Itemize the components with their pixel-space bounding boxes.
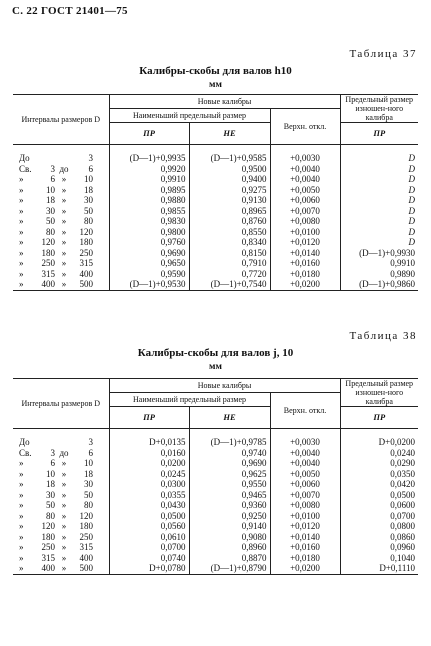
- pr-cell: 0,0300: [109, 479, 189, 490]
- interval-part-c: »: [61, 237, 67, 247]
- pr-cell: 0,9880: [109, 195, 189, 206]
- worn-limit-cell: 0,0290: [340, 458, 418, 469]
- pr-cell: 0,9760: [109, 237, 189, 248]
- upper-deviation-cell: +0,0030: [270, 153, 340, 164]
- table-row: [13, 227, 418, 238]
- interval-part-c: »: [61, 279, 67, 289]
- ne-cell: 0,9500: [189, 164, 270, 175]
- interval-part-b: 3: [50, 447, 55, 458]
- ne-cell: 0,9275: [189, 185, 270, 196]
- interval-part-d: 120: [79, 226, 93, 237]
- pr-cell: 0,9920: [109, 164, 189, 175]
- interval-part-c: »: [61, 184, 67, 195]
- interval-part-c: »: [61, 258, 67, 268]
- interval-part-d: 6: [88, 163, 93, 174]
- pr-cell: 0,0700: [109, 542, 189, 553]
- table-38-unit: мм: [209, 362, 222, 372]
- header-interval: Интервалы размеров D: [13, 95, 109, 145]
- upper-deviation-cell: +0,0180: [270, 553, 340, 564]
- worn-limit-cell: 0,1040: [340, 553, 418, 564]
- interval-part-b: 250: [41, 542, 55, 552]
- ne-cell: 0,8960: [189, 542, 270, 553]
- header-smallest-size: Наименьший предельный размер: [109, 393, 270, 407]
- ne-cell: 0,9400: [189, 174, 270, 185]
- interval-part-b: 315: [41, 268, 55, 279]
- interval-part-d: 80: [84, 216, 93, 226]
- ne-cell: (D—1)+0,9585: [189, 153, 270, 164]
- interval-cell: [13, 258, 109, 269]
- interval-part-c: »: [61, 468, 67, 479]
- interval-part-b: 250: [41, 258, 55, 268]
- interval-part-d: 400: [79, 268, 93, 279]
- interval-part-a: »: [19, 279, 24, 289]
- worn-limit-cell: 0,9890: [340, 269, 418, 280]
- interval-part-c: »: [61, 521, 67, 531]
- worn-limit-cell: 0,0240: [340, 448, 418, 459]
- interval-part-a: До: [19, 437, 30, 447]
- interval-part-b: 180: [41, 247, 55, 258]
- worn-limit-cell: 0,0860: [340, 532, 418, 543]
- table-row: [13, 258, 418, 269]
- upper-deviation-cell: +0,0200: [270, 279, 340, 290]
- gauge-table-38: [13, 378, 418, 575]
- interval-cell: [13, 458, 109, 469]
- pr-cell: 0,9910: [109, 174, 189, 185]
- pr-cell: 0,9650: [109, 258, 189, 269]
- interval-part-a: »: [19, 468, 24, 479]
- upper-deviation-cell: +0,0120: [270, 521, 340, 532]
- ne-cell: 0,8760: [189, 216, 270, 227]
- interval-cell: [13, 237, 109, 248]
- interval-part-b: 80: [46, 226, 55, 237]
- interval-part-b: 30: [46, 205, 55, 216]
- header-new-gauges: Новые калибры: [109, 379, 340, 393]
- interval-part-c: »: [61, 216, 67, 226]
- interval-cell: [13, 269, 109, 280]
- ne-cell: 0,7720: [189, 269, 270, 280]
- pr-cell: 0,0200: [109, 458, 189, 469]
- table-row: [13, 237, 418, 248]
- worn-limit-cell: 0,0960: [340, 542, 418, 553]
- worn-limit-cell: D: [340, 164, 418, 175]
- gauge-table-37: [13, 94, 418, 291]
- header-worn-limit: Предельный размер изношен-ного калибра: [340, 95, 418, 123]
- worn-limit-cell: 0,0350: [340, 469, 418, 480]
- table-row: [13, 153, 418, 164]
- interval-cell: [13, 185, 109, 196]
- header-smallest-size: Наименьший предельный размер: [109, 109, 270, 123]
- interval-cell: [13, 448, 109, 459]
- interval-cell: [13, 227, 109, 238]
- table-38-label: Таблица 38: [349, 330, 417, 342]
- interval-part-b: 180: [41, 531, 55, 542]
- interval-part-c: »: [61, 510, 67, 521]
- interval-part-c: »: [61, 479, 67, 489]
- interval-part-a: До: [19, 153, 30, 163]
- interval-part-d: 80: [84, 500, 93, 510]
- interval-part-c: »: [61, 195, 67, 205]
- pr-cell: 0,0560: [109, 521, 189, 532]
- ne-cell: 0,9550: [189, 479, 270, 490]
- upper-deviation-cell: +0,0070: [270, 206, 340, 217]
- interval-part-b: 400: [41, 279, 55, 289]
- interval-part-c: »: [61, 489, 67, 500]
- header-pr: ПР: [109, 123, 189, 145]
- table-row: [13, 216, 418, 227]
- worn-limit-cell: 0,9910: [340, 258, 418, 269]
- table-37-title: Калибры-скобы для валов h10: [139, 65, 292, 77]
- interval-cell: [13, 195, 109, 206]
- interval-part-b: 50: [46, 216, 55, 226]
- upper-deviation-cell: +0,0160: [270, 258, 340, 269]
- interval-part-d: 250: [79, 531, 93, 542]
- upper-deviation-cell: +0,0080: [270, 500, 340, 511]
- worn-limit-cell: D+0,0200: [340, 437, 418, 448]
- ne-cell: 0,8550: [189, 227, 270, 238]
- pr-cell: 0,0740: [109, 553, 189, 564]
- interval-part-a: »: [19, 226, 24, 237]
- interval-cell: [13, 490, 109, 501]
- interval-part-b: 400: [41, 563, 55, 573]
- ne-cell: 0,8340: [189, 237, 270, 248]
- ne-cell: 0,8965: [189, 206, 270, 217]
- interval-cell: [13, 479, 109, 490]
- interval-part-a: »: [19, 479, 24, 489]
- worn-limit-cell: D: [340, 237, 418, 248]
- interval-part-c: »: [61, 563, 67, 573]
- interval-part-a: »: [19, 563, 24, 573]
- interval-part-a: »: [19, 542, 24, 552]
- table-row: [13, 437, 418, 448]
- interval-part-a: »: [19, 184, 24, 195]
- upper-deviation-cell: +0,0120: [270, 237, 340, 248]
- interval-part-a: »: [19, 510, 24, 521]
- pr-cell: 0,9855: [109, 206, 189, 217]
- table-row: [13, 248, 418, 259]
- interval-part-a: »: [19, 268, 24, 279]
- interval-part-a: Св.: [19, 163, 32, 174]
- interval-part-b: 120: [41, 521, 55, 531]
- table-row: [13, 542, 418, 553]
- pr-cell: 0,0355: [109, 490, 189, 501]
- upper-deviation-cell: +0,0140: [270, 532, 340, 543]
- ne-cell: (D—1)+0,7540: [189, 279, 270, 290]
- table-row: [13, 553, 418, 564]
- ne-cell: 0,8870: [189, 553, 270, 564]
- worn-limit-cell: D+0,1110: [340, 563, 418, 574]
- interval-cell: [13, 521, 109, 532]
- pr-cell: 0,9830: [109, 216, 189, 227]
- table-row: [13, 206, 418, 217]
- table-37-unit: мм: [209, 80, 222, 90]
- interval-part-b: 30: [46, 489, 55, 500]
- pr-cell: 0,9690: [109, 248, 189, 259]
- interval-part-c: »: [61, 247, 67, 258]
- interval-part-c: до: [59, 447, 69, 458]
- interval-part-b: 18: [46, 479, 55, 489]
- interval-part-a: »: [19, 195, 24, 205]
- ne-cell: 0,7910: [189, 258, 270, 269]
- pr-cell: (D—1)+0,9935: [109, 153, 189, 164]
- upper-deviation-cell: +0,0160: [270, 542, 340, 553]
- interval-part-d: 3: [88, 437, 93, 447]
- interval-part-b: 10: [46, 468, 55, 479]
- upper-deviation-cell: +0,0180: [270, 269, 340, 280]
- worn-limit-cell: 0,0700: [340, 511, 418, 522]
- interval-cell: [13, 511, 109, 522]
- table-row: [13, 479, 418, 490]
- interval-part-b: 10: [46, 184, 55, 195]
- ne-cell: 0,9080: [189, 532, 270, 543]
- interval-part-c: до: [59, 163, 69, 174]
- ne-cell: 0,9740: [189, 448, 270, 459]
- interval-part-c: »: [61, 226, 67, 237]
- interval-part-a: Св.: [19, 447, 32, 458]
- table-37-label: Таблица 37: [349, 48, 417, 60]
- table-row: [13, 500, 418, 511]
- ne-cell: 0,9465: [189, 490, 270, 501]
- interval-part-d: 315: [79, 258, 93, 268]
- table-row: [13, 174, 418, 185]
- interval-part-d: 18: [84, 468, 93, 479]
- interval-part-d: 315: [79, 542, 93, 552]
- interval-part-b: 315: [41, 552, 55, 563]
- interval-part-a: »: [19, 237, 24, 247]
- interval-part-d: 10: [84, 458, 93, 468]
- interval-part-b: 50: [46, 500, 55, 510]
- pr-cell: 0,9895: [109, 185, 189, 196]
- ne-cell: 0,9360: [189, 500, 270, 511]
- worn-limit-cell: 0,0420: [340, 479, 418, 490]
- interval-part-c: »: [61, 552, 67, 563]
- table-38-title: Калибры-скобы для валов j, 10: [137, 347, 294, 359]
- upper-deviation-cell: +0,0200: [270, 563, 340, 574]
- ne-cell: 0,9690: [189, 458, 270, 469]
- interval-part-d: 180: [79, 521, 93, 531]
- table-row: [13, 269, 418, 280]
- interval-part-d: 120: [79, 510, 93, 521]
- interval-part-a: »: [19, 174, 24, 184]
- table-row: [13, 521, 418, 532]
- interval-part-a: »: [19, 500, 24, 510]
- interval-part-d: 30: [84, 479, 93, 489]
- table-row: [13, 532, 418, 543]
- worn-limit-cell: D: [340, 174, 418, 185]
- interval-part-d: 500: [79, 279, 93, 289]
- ne-cell: 0,9625: [189, 469, 270, 480]
- interval-cell: [13, 248, 109, 259]
- interval-part-a: »: [19, 247, 24, 258]
- header-worn-limit: Предельный размер изношен-ного калибра: [340, 379, 418, 407]
- interval-part-d: 3: [88, 153, 93, 163]
- upper-deviation-cell: +0,0100: [270, 511, 340, 522]
- header-ne: НЕ: [189, 123, 270, 145]
- interval-cell: [13, 164, 109, 175]
- pr-cell: (D—1)+0,9530: [109, 279, 189, 290]
- ne-cell: (D—1)+0,9785: [189, 437, 270, 448]
- interval-part-a: »: [19, 216, 24, 226]
- header-ne: НЕ: [189, 407, 270, 429]
- header-worn-pr: ПР: [340, 123, 418, 145]
- upper-deviation-cell: +0,0050: [270, 469, 340, 480]
- interval-part-d: 18: [84, 184, 93, 195]
- interval-cell: [13, 153, 109, 164]
- interval-cell: [13, 553, 109, 564]
- interval-part-c: »: [61, 268, 67, 279]
- interval-part-d: 50: [84, 489, 93, 500]
- interval-cell: [13, 174, 109, 185]
- upper-deviation-cell: +0,0040: [270, 448, 340, 459]
- interval-cell: [13, 437, 109, 448]
- worn-limit-cell: (D—1)+0,9930: [340, 248, 418, 259]
- interval-cell: [13, 532, 109, 543]
- interval-part-c: »: [61, 458, 67, 468]
- pr-cell: 0,9800: [109, 227, 189, 238]
- pr-cell: D+0,0780: [109, 563, 189, 574]
- table-row: [13, 511, 418, 522]
- header-new-gauges: Новые калибры: [109, 95, 340, 109]
- interval-part-d: 500: [79, 563, 93, 573]
- pr-cell: D+0,0135: [109, 437, 189, 448]
- pr-cell: 0,9590: [109, 269, 189, 280]
- table-row: [13, 448, 418, 459]
- header-upper-deviation: Верхн. откл.: [270, 393, 340, 429]
- interval-part-c: »: [61, 174, 67, 184]
- interval-part-c: »: [61, 531, 67, 542]
- worn-limit-cell: 0,0500: [340, 490, 418, 501]
- worn-limit-cell: D: [340, 206, 418, 217]
- header-worn-pr: ПР: [340, 407, 418, 429]
- interval-cell: [13, 216, 109, 227]
- table-row: [13, 164, 418, 175]
- worn-limit-cell: (D—1)+0,9860: [340, 279, 418, 290]
- interval-part-d: 50: [84, 205, 93, 216]
- upper-deviation-cell: +0,0050: [270, 185, 340, 196]
- pr-cell: 0,0500: [109, 511, 189, 522]
- upper-deviation-cell: +0,0060: [270, 479, 340, 490]
- interval-part-a: »: [19, 258, 24, 268]
- interval-part-c: »: [61, 500, 67, 510]
- upper-deviation-cell: +0,0040: [270, 458, 340, 469]
- interval-part-a: »: [19, 531, 24, 542]
- ne-cell: 0,8150: [189, 248, 270, 259]
- interval-part-c: »: [61, 542, 67, 552]
- header-interval: Интервалы размеров D: [13, 379, 109, 429]
- interval-cell: [13, 563, 109, 574]
- table-row: [13, 490, 418, 501]
- table-row: [13, 563, 418, 574]
- page-header: С. 22 ГОСТ 21401—75: [12, 5, 128, 17]
- table-row: [13, 469, 418, 480]
- ne-cell: 0,9130: [189, 195, 270, 206]
- interval-part-d: 180: [79, 237, 93, 247]
- worn-limit-cell: D: [340, 227, 418, 238]
- table-row: [13, 279, 418, 290]
- table-row: [13, 185, 418, 196]
- interval-part-d: 6: [88, 447, 93, 458]
- worn-limit-cell: D: [340, 153, 418, 164]
- interval-part-d: 400: [79, 552, 93, 563]
- interval-part-c: »: [61, 205, 67, 216]
- interval-part-b: 80: [46, 510, 55, 521]
- ne-cell: (D—1)+0,8790: [189, 563, 270, 574]
- header-upper-deviation: Верхн. откл.: [270, 109, 340, 145]
- pr-cell: 0,0245: [109, 469, 189, 480]
- interval-cell: [13, 469, 109, 480]
- interval-cell: [13, 542, 109, 553]
- interval-part-d: 30: [84, 195, 93, 205]
- upper-deviation-cell: +0,0060: [270, 195, 340, 206]
- upper-deviation-cell: +0,0140: [270, 248, 340, 259]
- ne-cell: 0,9140: [189, 521, 270, 532]
- header-pr: ПР: [109, 407, 189, 429]
- pr-cell: 0,0610: [109, 532, 189, 543]
- interval-part-a: »: [19, 552, 24, 563]
- interval-part-b: 18: [46, 195, 55, 205]
- interval-part-a: »: [19, 458, 24, 468]
- worn-limit-cell: 0,0800: [340, 521, 418, 532]
- interval-cell: [13, 279, 109, 290]
- interval-part-d: 250: [79, 247, 93, 258]
- interval-part-b: 6: [50, 458, 55, 468]
- upper-deviation-cell: +0,0040: [270, 174, 340, 185]
- interval-part-b: 120: [41, 237, 55, 247]
- worn-limit-cell: D: [340, 195, 418, 206]
- upper-deviation-cell: +0,0040: [270, 164, 340, 175]
- interval-part-a: »: [19, 205, 24, 216]
- interval-part-b: 3: [50, 163, 55, 174]
- interval-part-b: 6: [50, 174, 55, 184]
- table-row: [13, 458, 418, 469]
- interval-part-a: »: [19, 521, 24, 531]
- upper-deviation-cell: +0,0030: [270, 437, 340, 448]
- pr-cell: 0,0430: [109, 500, 189, 511]
- worn-limit-cell: 0,0600: [340, 500, 418, 511]
- interval-cell: [13, 500, 109, 511]
- pr-cell: 0,0160: [109, 448, 189, 459]
- interval-cell: [13, 206, 109, 217]
- upper-deviation-cell: +0,0080: [270, 216, 340, 227]
- worn-limit-cell: D: [340, 185, 418, 196]
- upper-deviation-cell: +0,0100: [270, 227, 340, 238]
- ne-cell: 0,9250: [189, 511, 270, 522]
- interval-part-d: 10: [84, 174, 93, 184]
- table-row: [13, 195, 418, 206]
- interval-part-a: »: [19, 489, 24, 500]
- worn-limit-cell: D: [340, 216, 418, 227]
- upper-deviation-cell: +0,0070: [270, 490, 340, 501]
